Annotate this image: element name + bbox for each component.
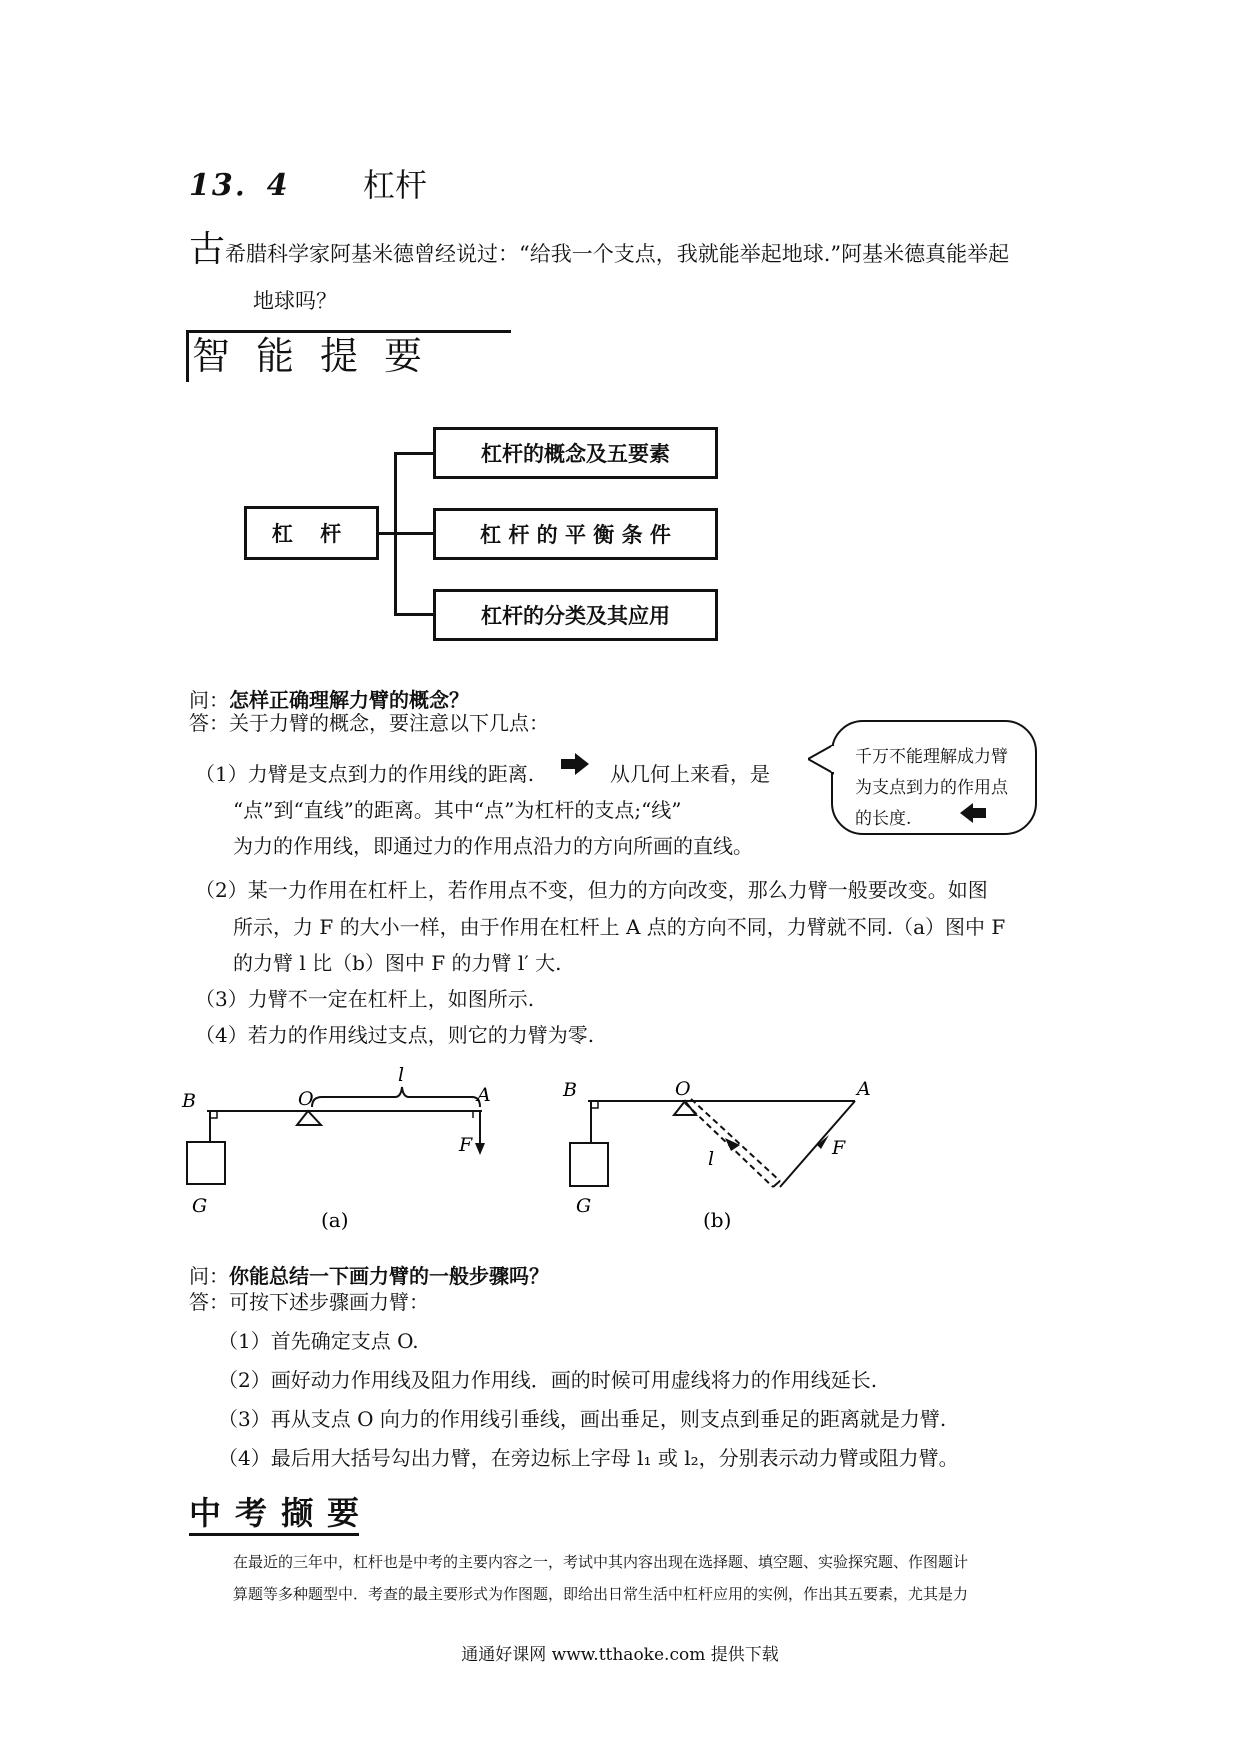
point-1-line1: [195, 755, 534, 793]
figure-b: [555, 1055, 900, 1235]
label-F: F: [832, 1137, 846, 1159]
caption-a: (a): [321, 1208, 349, 1232]
answer-intro: 答：可按下述步骤画力臂：: [189, 1290, 429, 1314]
step-3: （3）再从支点 O 向力的作用线引垂线，画出垂足，则支点到垂足的距离就是力臂.: [218, 1407, 947, 1431]
figure-a: [175, 1055, 515, 1235]
point-2-line3: 的力臂 l 比（b）图中 F 的力臂 l′ 大.: [233, 951, 562, 975]
mindmap-branch: 杠杆的概念及五要素: [433, 427, 718, 479]
intro-line2: 地球吗？: [253, 289, 337, 313]
connector: [379, 532, 395, 535]
point-1-text: （1）力臂是支点到力的作用线的距离.: [195, 762, 535, 786]
label-l: l: [398, 1064, 405, 1086]
label-O: O: [675, 1078, 691, 1100]
label-A: A: [857, 1078, 871, 1100]
label-l: l: [708, 1148, 715, 1170]
question-prefix: 问：: [189, 1264, 229, 1288]
mindmap-branch: 杠 杆 的 平 衡 条 件: [433, 508, 718, 560]
left-arrow-icon: [960, 803, 986, 823]
note-text: 千万不能理解成力臂为支点到力的作用点的长度.: [855, 747, 1008, 829]
point-4: （4）若力的作用线过支点，则它的力臂为零.: [195, 1023, 595, 1047]
section-rule: [189, 1533, 359, 1536]
answer-intro: 答：关于力臂的概念，要注意以下几点：: [189, 711, 549, 735]
intro-paragraph: [189, 229, 1069, 272]
question-prefix: 问：: [189, 688, 229, 712]
connector: [394, 613, 434, 616]
label-A: A: [477, 1084, 491, 1106]
question-text: 怎样正确理解力臂的概念？: [229, 688, 469, 712]
label-G: G: [192, 1195, 208, 1217]
point-1-line1b: 从几何上来看，是: [610, 762, 770, 786]
section-heading-smart: 智能提要: [192, 334, 449, 378]
label-B: B: [563, 1079, 577, 1101]
step-1: （1）首先确定支点 O.: [218, 1329, 419, 1353]
bubble-tail: [808, 745, 834, 775]
section-number: 13．4: [189, 168, 290, 203]
exam-line2: 算题等多种题型中．考查的最主要形式为作图题，即给出日常生活中杠杆应用的实例，作出其五要素，尤其是力: [233, 1585, 969, 1603]
label-G: G: [576, 1195, 592, 1217]
point-2-line2: 所示，力 F 的大小一样，由于作用在杠杆上 A 点的方向不同，力臂就不同.（a）图中 F: [233, 915, 1006, 939]
step-4: （4）最后用大括号勾出力臂，在旁边标上字母 l₁ 或 l₂，分别表示动力臂或阻力臂。: [218, 1446, 959, 1470]
caption-b: (b): [703, 1208, 732, 1232]
connector: [394, 532, 434, 535]
label-B: B: [182, 1090, 196, 1112]
section-title: 杠杆: [363, 166, 428, 204]
intro-line1: 希腊科学家阿基米德曾经说过：“给我一个支点，我就能举起地球.”阿基米德真能举起: [225, 242, 1010, 266]
step-2: （2）画好动力作用线及阻力作用线．画的时候可用虚线将力的作用线延长.: [218, 1368, 878, 1392]
footer: 通通好课网 www.tthaoke.com 提供下载: [461, 1645, 779, 1665]
point-3: （3）力臂不一定在杠杆上，如图所示.: [195, 987, 535, 1011]
connector: [394, 452, 434, 455]
point-2-line1: （2）某一力作用在杠杆上，若作用点不变，但力的方向改变，那么力臂一般要改变。如图: [195, 878, 988, 902]
label-F: F: [459, 1134, 473, 1156]
intro-initial: 古: [189, 229, 226, 270]
point-1-line2: “点”到“直线”的距离。其中“点”为杠杆的支点;“线”: [233, 798, 682, 822]
exam-line1: 在最近的三年中，杠杆也是中考的主要内容之一，考试中其内容出现在选择题、填空题、实验探究题、作图题计: [233, 1553, 969, 1571]
note-bubble: [831, 720, 1037, 835]
mindmap-branch: 杠杆的分类及其应用: [433, 589, 718, 641]
point-1-line3: 为力的作用线，即通过力的作用点沿力的方向所画的直线。: [233, 834, 753, 858]
question-text: 你能总结一下画力臂的一般步骤吗？: [229, 1264, 549, 1288]
right-arrow-icon: [561, 753, 591, 775]
section-heading-exam: 中考撷要: [189, 1494, 374, 1532]
mindmap-root: 杠 杆: [244, 506, 379, 560]
label-O: O: [298, 1088, 314, 1110]
section-rule-vertical: [186, 330, 189, 382]
